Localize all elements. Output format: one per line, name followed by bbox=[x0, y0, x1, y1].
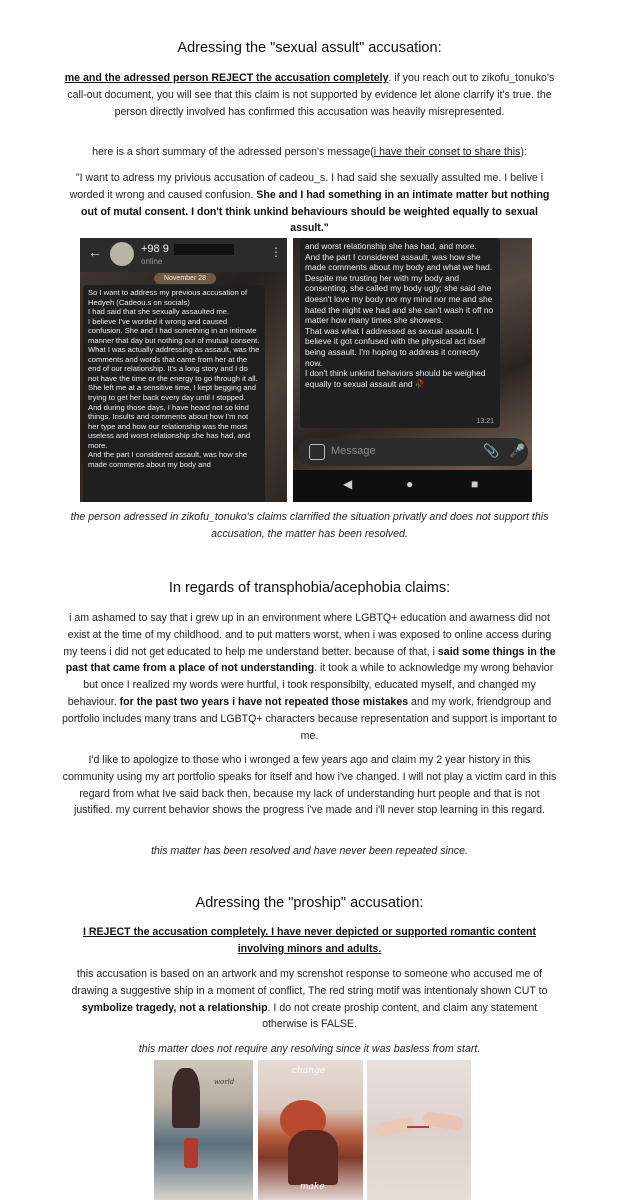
chat-screenshot-1 bbox=[80, 238, 287, 502]
android-nav-bar bbox=[293, 470, 532, 502]
caption-sexual-assault: the person adressed in zikofu_tonuko's claims clarrified the situation privatly and does not support this accusation, the matter has been resolved. bbox=[70, 511, 549, 540]
artwork-hand-right bbox=[422, 1111, 464, 1132]
explanation-text: this accusation is based on an artwork and my screnshot response to someone who accused me of drawing a suggestive ship in a moment of conflict, The red string motif was intentionaly shown CUT to bbox=[71, 968, 548, 997]
symbolism-statement: symbolize tragedy, not a relationship bbox=[81, 1001, 268, 1014]
red-string bbox=[407, 1126, 429, 1128]
message-input-bar[interactable] bbox=[297, 438, 528, 466]
consent-note: i have their conset to share this bbox=[373, 146, 521, 158]
chat-header bbox=[80, 238, 287, 272]
paragraph-artwork-explanation bbox=[62, 966, 557, 1033]
chat-screenshot-2 bbox=[293, 238, 532, 502]
caption-proship: this matter does not require any resolving since it was basless from start. bbox=[138, 1043, 481, 1055]
sticker-icon[interactable] bbox=[309, 444, 325, 460]
redaction-bar bbox=[174, 244, 234, 255]
rejection-statement: me and the adressed person REJECT the accusation completely bbox=[64, 72, 389, 84]
section-title-proship: Adressing the "proship" accusation: bbox=[195, 895, 424, 911]
artwork-2-text-bottom: make bbox=[300, 1182, 325, 1192]
rejection-details: . if you reach out to zikofu_tonuko's call-out document, you will see that this claim is not supported by evidence let alone clarrify it's true. the person directly involved has confirmed this accusation was heavily misrepresented. bbox=[67, 72, 555, 118]
background-text-mid: . it took a while to acknowledge my wrong behavior but once I realized my words were hurtful, i took responsibilty, educated myself, and changed my behaviour. bbox=[67, 662, 554, 708]
artwork-figure bbox=[172, 1068, 200, 1128]
artwork-body bbox=[288, 1130, 338, 1185]
artwork-1-text: world bbox=[214, 1078, 235, 1086]
artwork-figure-red bbox=[184, 1138, 198, 1168]
admission-statement: said some things in the past that came from a place of not understanding bbox=[65, 645, 556, 675]
quote-bold: She and I had something in an intimate matter but nothing out of mutal consent. I don't think unkind behaviours should be weighted equally to sexual assult." bbox=[81, 188, 550, 235]
message-time: 13:21 bbox=[476, 418, 494, 425]
back-arrow-icon[interactable]: ← bbox=[88, 244, 102, 260]
avatar bbox=[110, 242, 134, 266]
section-title-sexual-assault: Adressing the "sexual assult" accusation: bbox=[177, 40, 442, 56]
background-text-end: and my work, friendgroup and portfolio includes many trans and LGBTQ+ characters because representation and support is important to me. bbox=[62, 695, 557, 742]
background-text: i am ashamed to say that i grew up in an environment where LGBTQ+ education and awarness did not exist at the time of my childhood. and to put matters worst, when i was exposed to online access during my teens i did not get educated to help me understand better. because of that, i bbox=[63, 612, 552, 658]
explanation-text-end: . I do not create proship content, and claim any statement otherwise is FALSE. bbox=[262, 1001, 538, 1031]
nav-home-icon[interactable]: ● bbox=[406, 477, 414, 491]
paragraph-proship-rejection bbox=[62, 924, 557, 958]
paragraph-summary-intro bbox=[62, 144, 557, 161]
date-chip: November 28 bbox=[154, 273, 216, 284]
proship-rejection-statement: I REJECT the accusation completely. I have never depicted or supported romantic content involving minors and adults. bbox=[82, 926, 537, 955]
mic-icon[interactable]: 🎤 bbox=[509, 443, 526, 458]
chat-message-bubble bbox=[83, 285, 265, 502]
attach-icon[interactable]: 📎 bbox=[483, 443, 500, 458]
paragraph-apology: I'd like to apologize to those who i wronged a few years ago and claim my 2 year history in this community using my art portfolio speaks for itself and how i've changed. I will not play a victim card in this regard from what Ive said back then, because my lack of understanding hurt people and that is not justified. my current behavior shows the progress i've made and i'll never stop learning in this regard. bbox=[62, 754, 557, 817]
nav-recent-icon[interactable]: ■ bbox=[471, 477, 479, 491]
section-title-transphobia: In regards of transphobia/acephobia claims: bbox=[168, 580, 451, 596]
quote-text: "I want to adress my privious accusation of cadeou_s. I had said she sexually assulted me. I belive i worded it wrong and caused confusion. bbox=[69, 172, 544, 201]
chat-message-bubble bbox=[300, 238, 500, 428]
nav-back-icon[interactable]: ◀ bbox=[343, 477, 353, 491]
artwork-1 bbox=[154, 1060, 253, 1200]
summary-intro-end: ): bbox=[520, 146, 527, 158]
chat-message-text: So I want to address my previous accusation of Hedyeh (Cadeou.s on socials) I had said that she sexually assaulted me. I believe I've worded it wrong and caused confusion. She and I had something in an intimate manner that day but nothing out of mutual consent. What I was actually addressing as assault, was the comments and words that came from her at the end of our relationship. It's a long story and I do not have the time or the energy to go through it all. She left me at a sensitive time, I kept begging and trying to get her back every day until I stopped. And during those days, I have heard not so kind things. Insults and comments about how I'm not her type and how our relationship was the most useless and worst relationship she has had, and more. And the part I considered assault, was how she made comments about my body and bbox=[88, 288, 260, 469]
paragraph-background bbox=[62, 610, 557, 744]
chat-message-text: and worst relationship she has had, and more. And the part I considered assault, was how she made comments about my body and what we had. Despite me trusting her with my body and consenting, she called my body ugly; she said she doesn't love my body nor my mind nor me and she hated the night we had and she can't wash it off no matter how many times she showers. That was what I addressed as sexual assault. I believe it got confused with the physical act itself being assault. I'm hoping to address it correctly now. I don't think unkind behaviors should be weighed equally to sexual assault and 🥀 bbox=[305, 241, 494, 389]
summary-intro-text: here is a short summary of the adressed person's message( bbox=[92, 146, 374, 158]
artwork-2 bbox=[258, 1060, 363, 1200]
caption-transphobia: this matter has been resolved and have never been repeated since. bbox=[151, 845, 468, 857]
artwork-2-text-top: change bbox=[292, 1066, 326, 1076]
contact-status: online bbox=[141, 257, 163, 266]
more-menu-icon[interactable]: ⋮ bbox=[270, 245, 282, 259]
paragraph-rejection bbox=[62, 70, 557, 120]
quoted-message bbox=[62, 170, 557, 237]
contact-number: +98 9 bbox=[141, 243, 169, 255]
artwork-3 bbox=[367, 1060, 471, 1200]
message-input[interactable]: Message bbox=[331, 445, 376, 457]
two-years-statement: for the past two years i have not repeated those mistakes bbox=[119, 695, 409, 708]
